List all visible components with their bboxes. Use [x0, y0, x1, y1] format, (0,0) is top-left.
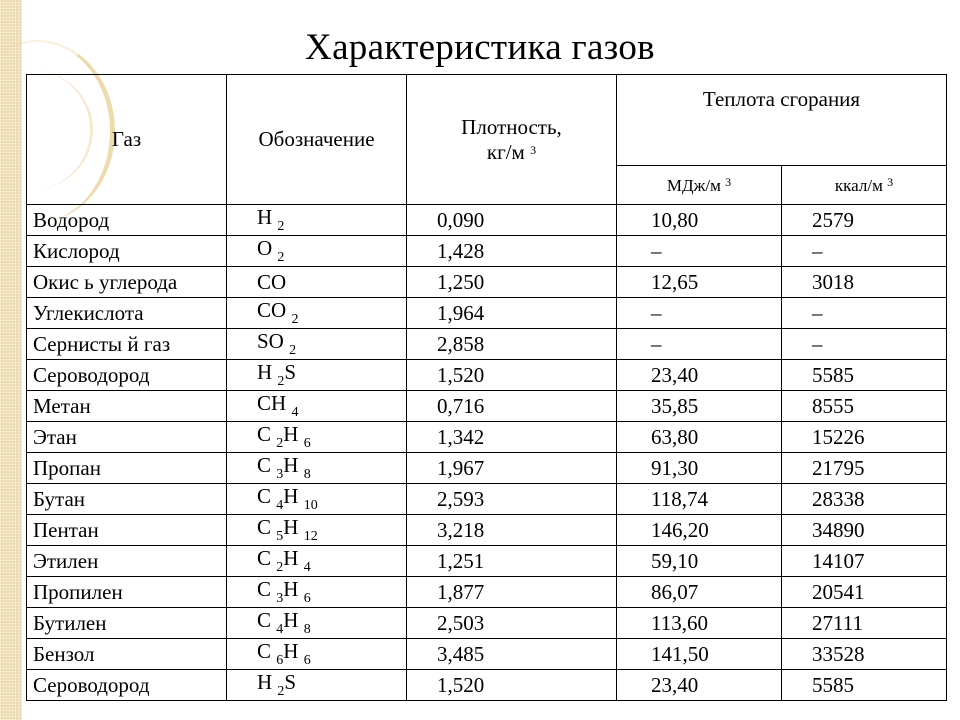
formula-element: C — [257, 453, 272, 477]
header-heat: Теплота сгорания — [617, 75, 947, 166]
formula-element: C — [257, 577, 272, 601]
density-cell: 1,250 — [407, 267, 617, 298]
formula-cell — [227, 453, 407, 484]
formula-subscript: 10 — [303, 498, 318, 513]
density-cell: 2,503 — [407, 608, 617, 639]
heat-kcal-cell: – — [782, 298, 947, 329]
formula-element: SO — [257, 329, 284, 353]
heat-mj-cell: 118,74 — [617, 484, 782, 515]
formula-subscript: 5 — [276, 529, 284, 544]
table-row — [27, 329, 947, 360]
formula-subscript: 2 — [291, 312, 299, 327]
table-row — [27, 639, 947, 670]
table-row — [27, 577, 947, 608]
heat-kcal-cell: 5585 — [782, 360, 947, 391]
density-cell: 1,967 — [407, 453, 617, 484]
formula-element: H — [283, 422, 299, 446]
formula-cell — [227, 267, 407, 298]
heat-mj-cell: 23,40 — [617, 670, 782, 701]
heat-kcal-cell: 27111 — [782, 608, 947, 639]
formula-subscript: 2 — [276, 560, 284, 575]
density-cell: 0,716 — [407, 391, 617, 422]
formula-cell — [227, 236, 407, 267]
formula-cell — [227, 484, 407, 515]
gas-name-cell: Сероводород — [27, 360, 227, 391]
formula-cell — [227, 422, 407, 453]
heat-mj-cell: 23,40 — [617, 360, 782, 391]
heat-kcal-cell: 8555 — [782, 391, 947, 422]
heat-mj-cell: 91,30 — [617, 453, 782, 484]
heat-mj-cell: 146,20 — [617, 515, 782, 546]
formula-cell — [227, 391, 407, 422]
header-kcal — [782, 166, 947, 205]
formula-element: S — [284, 360, 297, 384]
formula-subscript: 8 — [303, 622, 311, 637]
gas-name-cell: Бутилен — [27, 608, 227, 639]
formula-subscript: 2 — [289, 343, 297, 358]
gas-name-cell: Окис ь углерода — [27, 267, 227, 298]
formula-element: H — [283, 608, 299, 632]
density-cell: 1,520 — [407, 360, 617, 391]
heat-mj-cell: 141,50 — [617, 639, 782, 670]
formula-subscript: 2 — [277, 219, 285, 234]
formula-cell — [227, 205, 407, 236]
table-row — [27, 267, 947, 298]
formula-subscript: 6 — [303, 653, 311, 668]
density-cell: 3,485 — [407, 639, 617, 670]
formula-element: O — [257, 236, 273, 260]
formula-subscript: 8 — [303, 467, 311, 482]
formula-element: H — [283, 453, 299, 477]
table-row — [27, 608, 947, 639]
heat-kcal-cell: 2579 — [782, 205, 947, 236]
heat-mj-cell: – — [617, 329, 782, 360]
table-row — [27, 360, 947, 391]
heat-mj-cell: 59,10 — [617, 546, 782, 577]
gas-name-cell: Метан — [27, 391, 227, 422]
table-row — [27, 298, 947, 329]
header-mj — [617, 166, 782, 205]
formula-element: H — [283, 639, 299, 663]
table-body — [27, 205, 947, 701]
heat-kcal-cell: 5585 — [782, 670, 947, 701]
formula-subscript: 2 — [276, 436, 284, 451]
gas-name-cell: Пентан — [27, 515, 227, 546]
table-row — [27, 670, 947, 701]
gas-name-cell: Сернисты й газ — [27, 329, 227, 360]
table-row — [27, 453, 947, 484]
formula-subscript: 6 — [303, 591, 311, 606]
formula-cell — [227, 515, 407, 546]
formula-element: H — [257, 205, 273, 229]
formula-cell — [227, 360, 407, 391]
density-cell: 1,251 — [407, 546, 617, 577]
formula-cell — [227, 608, 407, 639]
formula-element: CO — [257, 269, 287, 294]
gas-name-cell: Этилен — [27, 546, 227, 577]
formula-element: C — [257, 608, 272, 632]
heat-mj-cell: 113,60 — [617, 608, 782, 639]
formula-element: H — [257, 670, 273, 694]
formula-subscript: 2 — [277, 250, 285, 265]
header-gas: Газ — [27, 75, 227, 205]
density-cell: 1,342 — [407, 422, 617, 453]
formula-element: H — [257, 360, 273, 384]
header-mj-label: МДж/м — [666, 175, 721, 195]
density-cell: 2,593 — [407, 484, 617, 515]
formula-subscript: 3 — [276, 591, 284, 606]
gas-characteristics-table — [26, 74, 947, 701]
density-cell: 3,218 — [407, 515, 617, 546]
table-row — [27, 391, 947, 422]
table-row — [27, 422, 947, 453]
density-cell: 1,964 — [407, 298, 617, 329]
gas-name-cell: Углекислота — [27, 298, 227, 329]
header-density-label: Плотность, — [461, 114, 562, 139]
gas-name-cell: Пропилен — [27, 577, 227, 608]
density-cell: 1,520 — [407, 670, 617, 701]
gas-name-cell: Бензол — [27, 639, 227, 670]
formula-subscript: 2 — [277, 684, 285, 699]
header-density — [407, 75, 617, 205]
heat-kcal-cell: 20541 — [782, 577, 947, 608]
table-row — [27, 484, 947, 515]
header-symbol: Обозначение — [227, 75, 407, 205]
gas-name-cell: Бутан — [27, 484, 227, 515]
heat-kcal-cell: 21795 — [782, 453, 947, 484]
formula-subscript: 12 — [303, 529, 318, 544]
formula-cell — [227, 298, 407, 329]
header-kcal-label: ккал/м — [834, 175, 883, 195]
heat-kcal-cell: 34890 — [782, 515, 947, 546]
heat-mj-cell: – — [617, 236, 782, 267]
formula-subscript: 3 — [276, 467, 284, 482]
heat-mj-cell: 86,07 — [617, 577, 782, 608]
gas-name-cell: Этан — [27, 422, 227, 453]
heat-mj-cell: 35,85 — [617, 391, 782, 422]
table-row — [27, 515, 947, 546]
formula-element: CH — [257, 391, 287, 415]
formula-element: H — [283, 546, 299, 570]
formula-element: H — [283, 515, 299, 539]
formula-cell — [227, 546, 407, 577]
heat-kcal-cell: 14107 — [782, 546, 947, 577]
formula-subscript: 4 — [276, 622, 284, 637]
formula-element: S — [284, 670, 297, 694]
header-density-unit: кг/м — [486, 139, 525, 164]
formula-element: H — [283, 484, 299, 508]
formula-cell — [227, 670, 407, 701]
formula-element: C — [257, 422, 272, 446]
formula-element: C — [257, 515, 272, 539]
formula-subscript: 6 — [276, 653, 284, 668]
density-cell: 0,090 — [407, 205, 617, 236]
density-cell: 1,877 — [407, 577, 617, 608]
heat-kcal-cell: 33528 — [782, 639, 947, 670]
table-row — [27, 205, 947, 236]
table-row — [27, 236, 947, 267]
gas-name-cell: Кислород — [27, 236, 227, 267]
heat-kcal-cell: – — [782, 329, 947, 360]
formula-element: C — [257, 639, 272, 663]
header-mj-exp: 3 — [725, 174, 732, 189]
page-title: Характеристика газов — [305, 27, 655, 68]
formula-cell — [227, 329, 407, 360]
formula-subscript: 4 — [291, 405, 299, 420]
heat-mj-cell: 63,80 — [617, 422, 782, 453]
formula-element: C — [257, 484, 272, 508]
gas-name-cell: Водород — [27, 205, 227, 236]
header-density-unit-exp: 3 — [530, 142, 537, 157]
heat-kcal-cell: 28338 — [782, 484, 947, 515]
formula-element: H — [283, 577, 299, 601]
density-cell: 2,858 — [407, 329, 617, 360]
gas-name-cell: Пропан — [27, 453, 227, 484]
density-cell: 1,428 — [407, 236, 617, 267]
formula-subscript: 2 — [277, 374, 285, 389]
formula-element: CO — [257, 298, 287, 322]
heat-mj-cell: 12,65 — [617, 267, 782, 298]
formula-subscript: 6 — [303, 436, 311, 451]
heat-mj-cell: 10,80 — [617, 205, 782, 236]
formula-subscript: 4 — [276, 498, 284, 513]
heat-kcal-cell: – — [782, 236, 947, 267]
heat-mj-cell: – — [617, 298, 782, 329]
formula-subscript: 4 — [303, 560, 311, 575]
gas-name-cell: Сероводород — [27, 670, 227, 701]
formula-cell — [227, 577, 407, 608]
formula-cell — [227, 639, 407, 670]
table-row — [27, 546, 947, 577]
heat-kcal-cell: 15226 — [782, 422, 947, 453]
formula-element: C — [257, 546, 272, 570]
header-kcal-exp: 3 — [887, 174, 894, 189]
heat-kcal-cell: 3018 — [782, 267, 947, 298]
